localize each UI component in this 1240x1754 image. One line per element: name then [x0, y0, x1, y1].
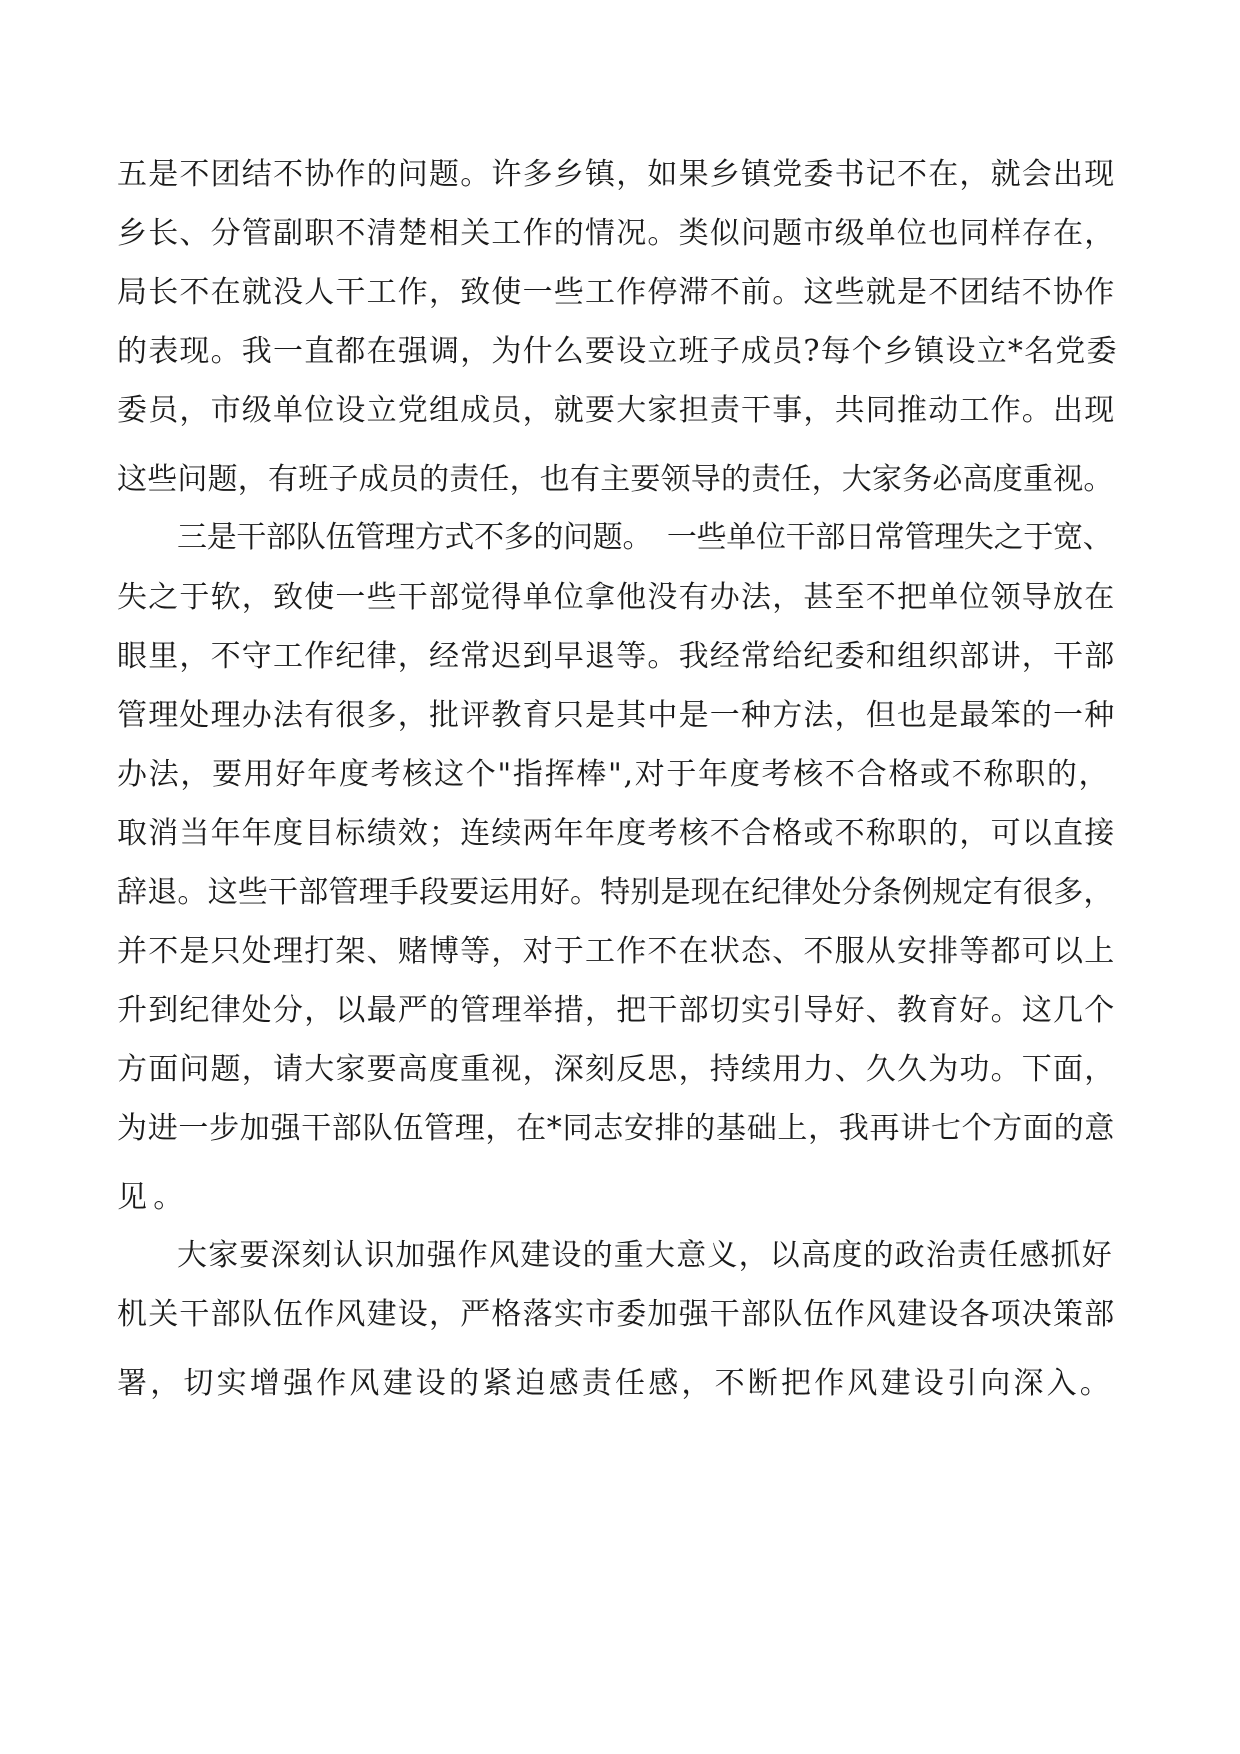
paragraph-start-line: 三是干部队伍管理方式不多的问题。 一些单位干部日常管理失之于宽、 — [177, 520, 1113, 555]
text-line: 乡长、分管副职不清楚相关工作的情况。类似问题市级单位也同样存在， — [117, 216, 1116, 251]
text-line: 方面问题，请大家要高度重视，深刻反思，持续用力、久久为功。下面， — [117, 1052, 1116, 1087]
text-line: 管理处理办法有很多，批评教育只是其中是一种方法，但也是最笨的一种 — [117, 698, 1116, 733]
text-line: 见。 — [117, 1180, 190, 1215]
text-line: 取消当年年度目标绩效；连续两年年度考核不合格或不称职的，可以直接 — [117, 816, 1116, 851]
text-line: 辞退。这些干部管理手段要运用好。特别是现在纪律处分条例规定有很多， — [117, 875, 1114, 910]
text-line: 并不是只处理打架、赌博等，对于工作不在状态、不服从安排等都可以上 — [117, 934, 1116, 969]
text-line: 机关干部队伍作风建设，严格落实市委加强干部队伍作风建设各项决策部 — [117, 1297, 1116, 1332]
text-line: 局长不在就没人干工作，致使一些工作停滞不前。这些就是不团结不协作 — [117, 275, 1116, 310]
text-line: 五是不团结不协作的问题。许多乡镇，如果乡镇党委书记不在，就会出现 — [117, 157, 1116, 192]
text-line: 委员，市级单位设立党组成员，就要大家担责干事，共同推动工作。出现 — [117, 393, 1116, 428]
text-line: 升到纪律处分，以最严的管理举措，把干部切实引导好、教育好。这几个 — [117, 993, 1116, 1028]
text-line: 办法，要用好年度考核这个"指挥棒",对于年度考核不合格或不称职的， — [117, 757, 1111, 792]
text-line: 这些问题，有班子成员的责任，也有主要领导的责任，大家务必高度重视。 — [117, 462, 1114, 497]
text-line: 为进一步加强干部队伍管理，在*同志安排的基础上，我再讲七个方面的意 — [117, 1111, 1116, 1146]
text-line: 失之于软，致使一些干部觉得单位拿他没有办法，甚至不把单位领导放在 — [117, 580, 1116, 615]
text-line: 眼里，不守工作纪律，经常迟到早退等。我经常给纪委和组织部讲，干部 — [117, 639, 1116, 674]
paragraph-start-line: 大家要深刻认识加强作风建设的重大意义，以高度的政治责任感抓好 — [177, 1238, 1113, 1273]
text-line: 的表现。我一直都在强调，为什么要设立班子成员?每个乡镇设立*名党委 — [117, 334, 1118, 369]
text-line: 署，切实增强作风建设的紧迫感责任感，不断把作风建设引向深入。 — [117, 1366, 1113, 1401]
